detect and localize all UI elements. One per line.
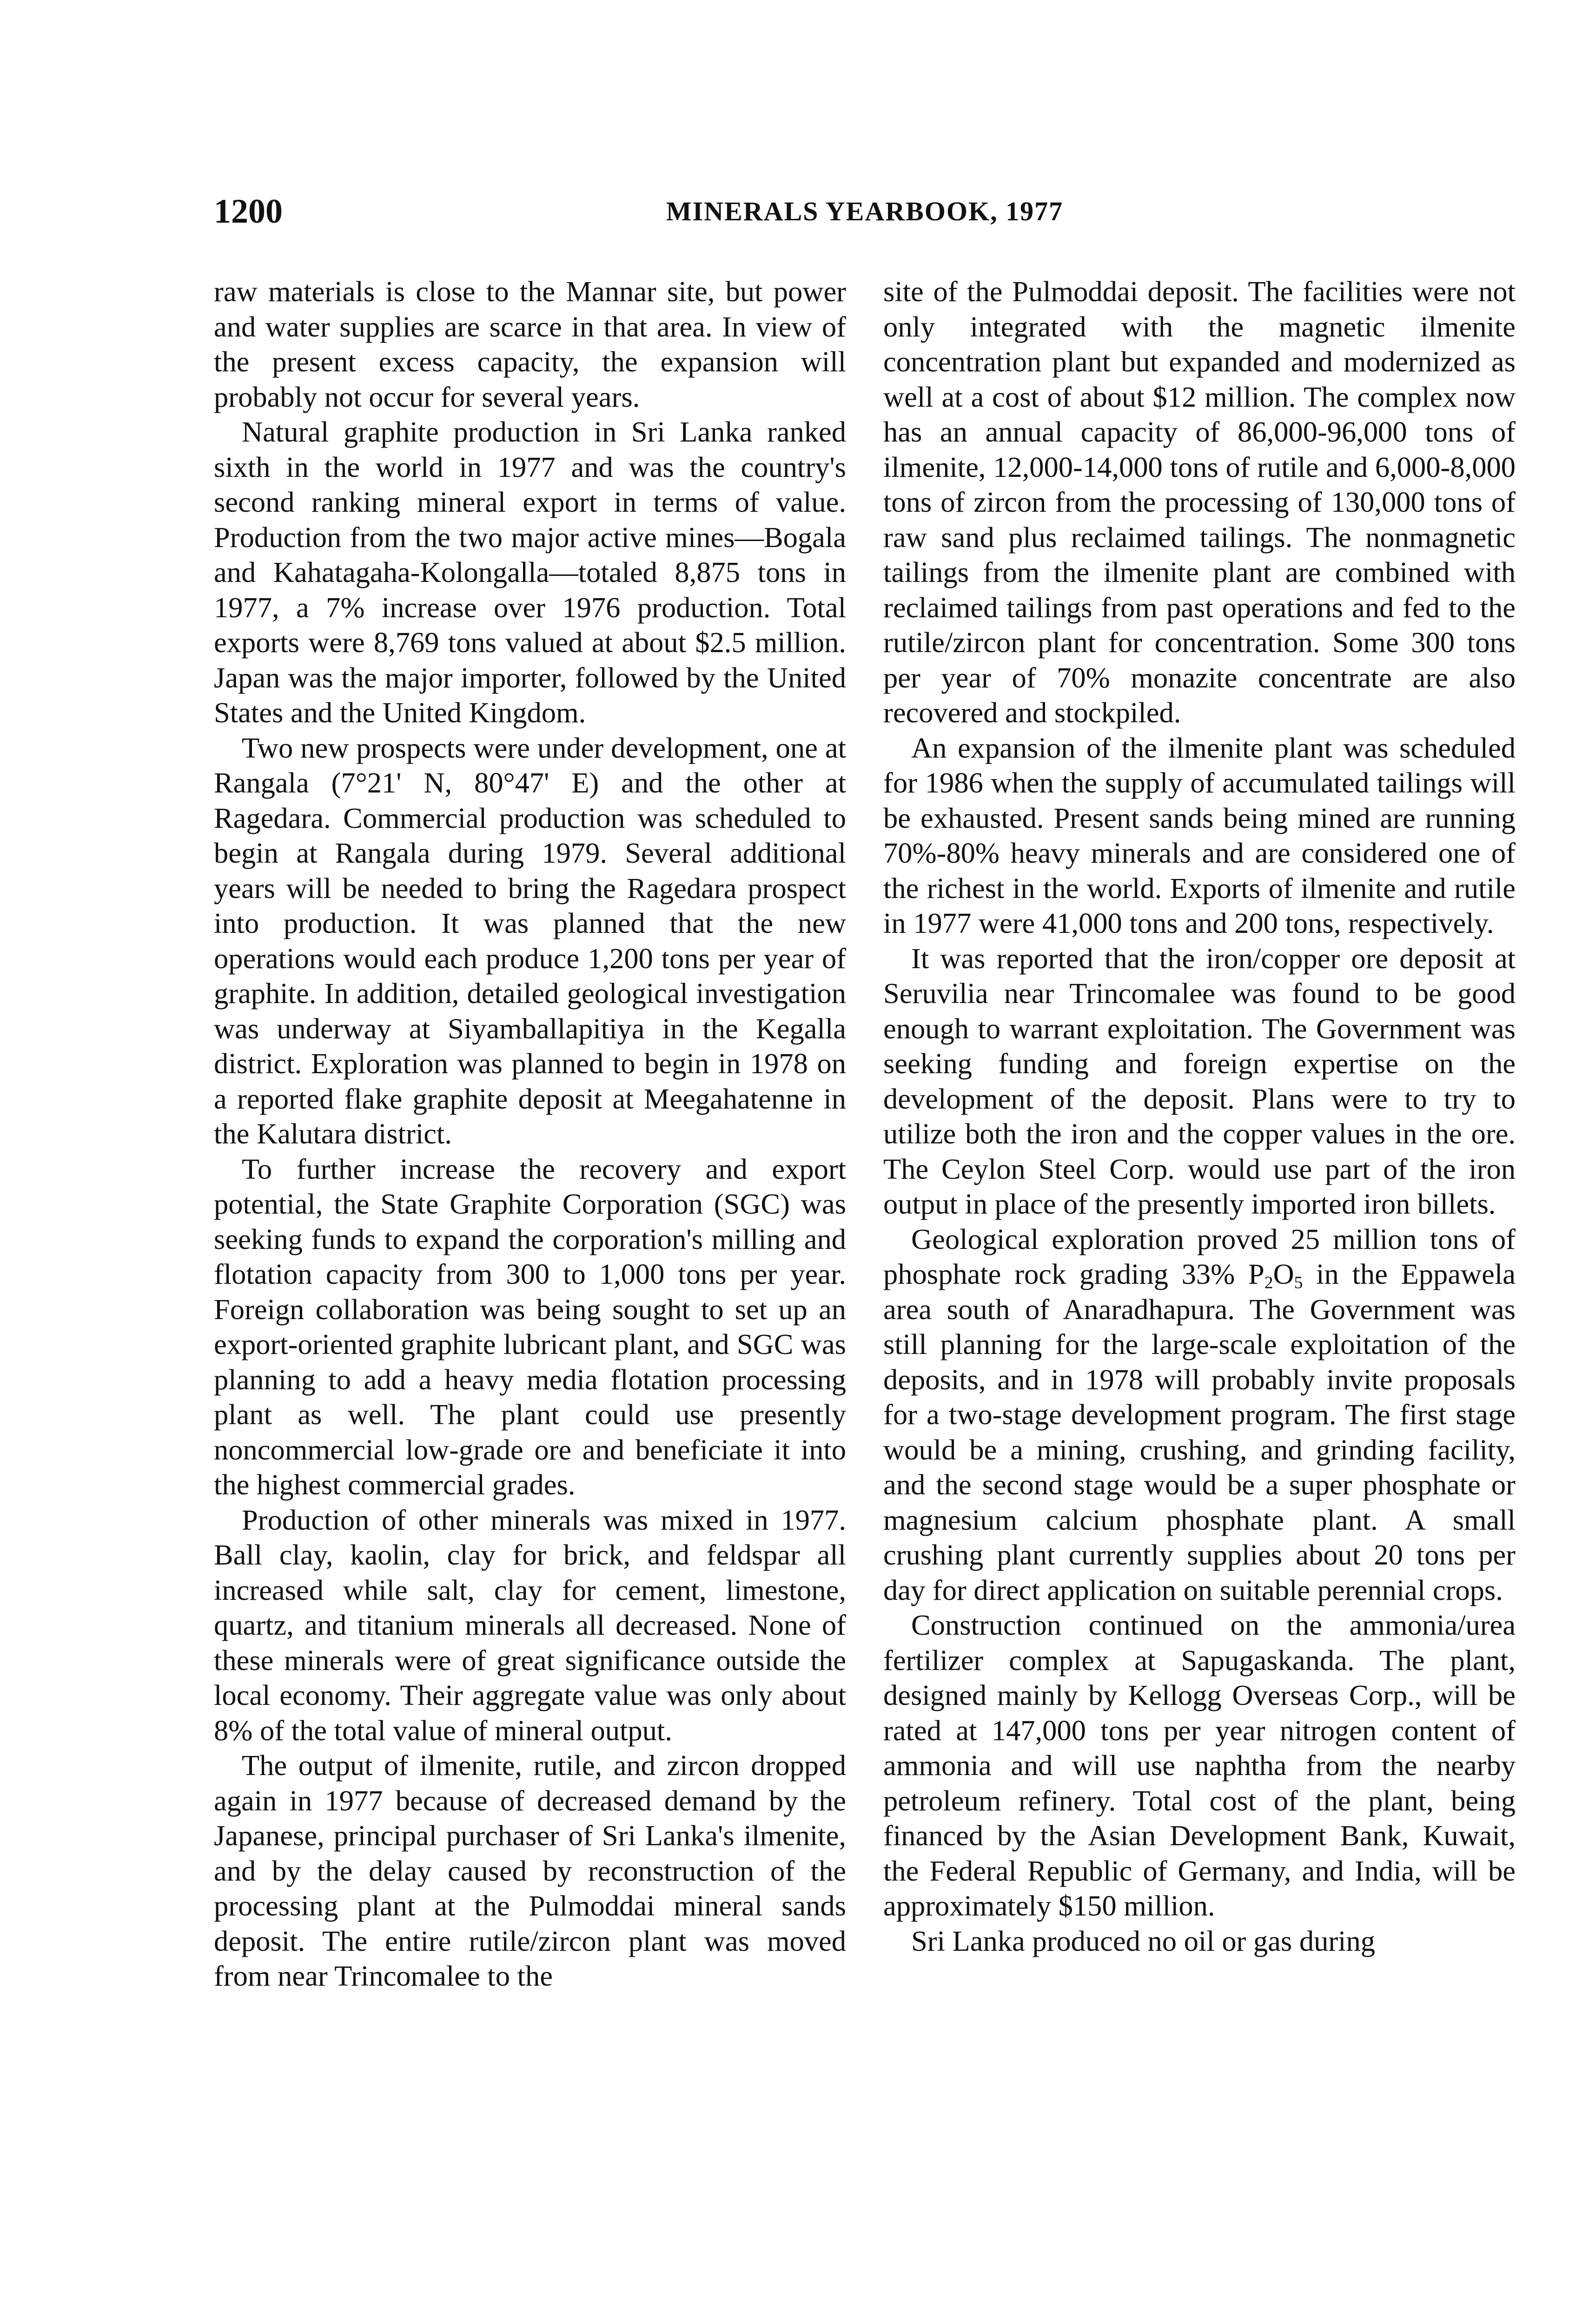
paragraph-pulmoddai-continuation: site of the Pulmoddai deposit. The facilities were not only integrated with the magnetic ilmenite concentration plant but expanded and modernized as well at a cost of about $12 million. The complex now has an annual capacity of 86,000-96,000 tons of ilmenite, 12,000-14,000 tons of rutile and 6,000-8,000 tons of zircon from the processing of 130,000 tons of raw sand plus reclaimed tailings. The nonmagnetic tailings from the ilmenite plant are combined with reclaimed tailings from past operations and fed to the rutile/zircon plant for concentration. Some 300 tons per year of 70% monazite concentrate are also recovered and stockpiled. — [883, 275, 1516, 729]
paragraph-oil-gas: Sri Lanka produced no oil or gas during — [911, 1924, 1376, 1957]
left-column — [214, 274, 846, 1994]
phosphate-text-after: in the Eppawela area south of Anaradhapura. The Government was still planning for the large-scale exploitation of the deposits, and in 1978 will probably invite proposals for a two-stage development program. The first stage would be a mining, crushing, and grinding facility, and the second stage would be a super phosphate or magnesium calcium phosphate plant. A small crushing plant currently supplies about 20 tons per day for direct application on suitable perennial crops. — [883, 1258, 1516, 1606]
paragraph-ilmenite-output: The output of ilmenite, rutile, and zircon dropped again in 1977 because of decreased demand by the Japanese, principal purchaser of Sri Lanka's ilmenite, and by the delay caused by reconstruction of the processing plant at the Pulmoddai mineral sands deposit. The entire rutile/zircon plant was moved from near Trincomalee to the — [214, 1749, 846, 1992]
formula-o-subscript: 5 — [1294, 1273, 1303, 1293]
paragraph-mannar-continuation: raw materials is close to the Mannar site, but power and water supplies are scarce in that area. In view of the present excess capacity, the expansion will probably not occur for several years. — [214, 275, 846, 413]
journal-title: MINERALS YEARBOOK, 1977 — [666, 196, 1064, 226]
paragraph-sgc-expansion: To further increase the recovery and export potential, the State Graphite Corporation (SGC) was seeking funds to expand the corporation's milling and flotation capacity from 300 to 1,000 tons per year. Foreign collaboration was being sought to set up an export-oriented graphite lubricant plant, and SGC was planning to add a heavy media flotation processing plant as well. The plant could use presently noncommercial low-grade ore and beneficiate it into the highest commercial grades. — [214, 1152, 846, 1501]
paragraph-other-minerals: Production of other minerals was mixed in 1977. Ball clay, kaolin, clay for brick, and feldspar all increased while salt, clay for cement, limestone, quartz, and titanium minerals all decreased. None of these minerals were of great significance outside the local economy. Their aggregate value was only about 8% of the total value of mineral output. — [214, 1503, 846, 1747]
running-header — [214, 186, 1516, 237]
right-column — [883, 274, 1516, 1959]
page-number: 1200 — [214, 192, 283, 231]
paragraph-new-prospects: Two new prospects were under development, one at Rangala (7°21' N, 80°47' E) and the other at Ragedara. Commercial production was scheduled to begin at Rangala during 1979. Several additional years will be needed to bring the Ragedara prospect into production. It was planned that the new operations would each produce 1,200 tons per year of graphite. In addition, detailed geological investigation was underway at Siyamballapitiya in the Kegalla district. Exploration was planned to begin in 1978 on a reported flake graphite deposit at Meegahatenne in the Kalutara district. — [214, 731, 846, 1150]
paragraph-ilmenite-expansion: An expansion of the ilmenite plant was scheduled for 1986 when the supply of accumulated tailings will be exhausted. Present sands being mined are running 70%-80% heavy minerals and are considered one of the richest in the world. Exports of ilmenite and rutile in 1977 were 41,000 tons and 200 tons, respectively. — [883, 731, 1516, 939]
paragraph-fertilizer-complex: Construction continued on the ammonia/urea fertilizer complex at Sapugaskanda. The plant, designed mainly by Kellogg Overseas Corp., will be rated at 147,000 tons per year nitrogen content of ammonia and will use naphtha from the nearby petroleum refinery. Total cost of the plant, being financed by the Asian Development Bank, Kuwait, the Federal Republic of Germany, and India, will be approximately $150 million. — [883, 1609, 1516, 1922]
formula-p-subscript: 2 — [1264, 1273, 1273, 1293]
paragraph-graphite-production: Natural graphite production in Sri Lanka ranked sixth in the world in 1977 and was the country's second ranking mineral export in terms of value. Production from the two major active mines—Bogala and Kahatagaha-Kolongalla—totaled 8,875 tons in 1977, a 7% increase over 1976 production. Total exports were 8,769 tons valued at about $2.5 million. Japan was the major importer, followed by the United States and the United Kingdom. — [214, 416, 846, 729]
formula-o: O — [1273, 1258, 1294, 1290]
paragraph-iron-copper-deposit: It was reported that the iron/copper ore deposit at Seruvilia near Trincomalee was found to be good enough to warrant exploitation. The Government was seeking funding and foreign expertise on the development of the deposit. Plans were to try to utilize both the iron and the copper values in the ore. The Ceylon Steel Corp. would use part of the iron output in place of the presently imported iron billets. — [883, 942, 1516, 1220]
phosphate-text-before: Geological exploration proved 25 million tons of phosphate rock grading 33% — [883, 1222, 1516, 1290]
formula-p: P — [1248, 1258, 1265, 1290]
paragraph-phosphate-rock — [883, 1222, 1516, 1608]
p2o5-formula — [1248, 1258, 1303, 1293]
